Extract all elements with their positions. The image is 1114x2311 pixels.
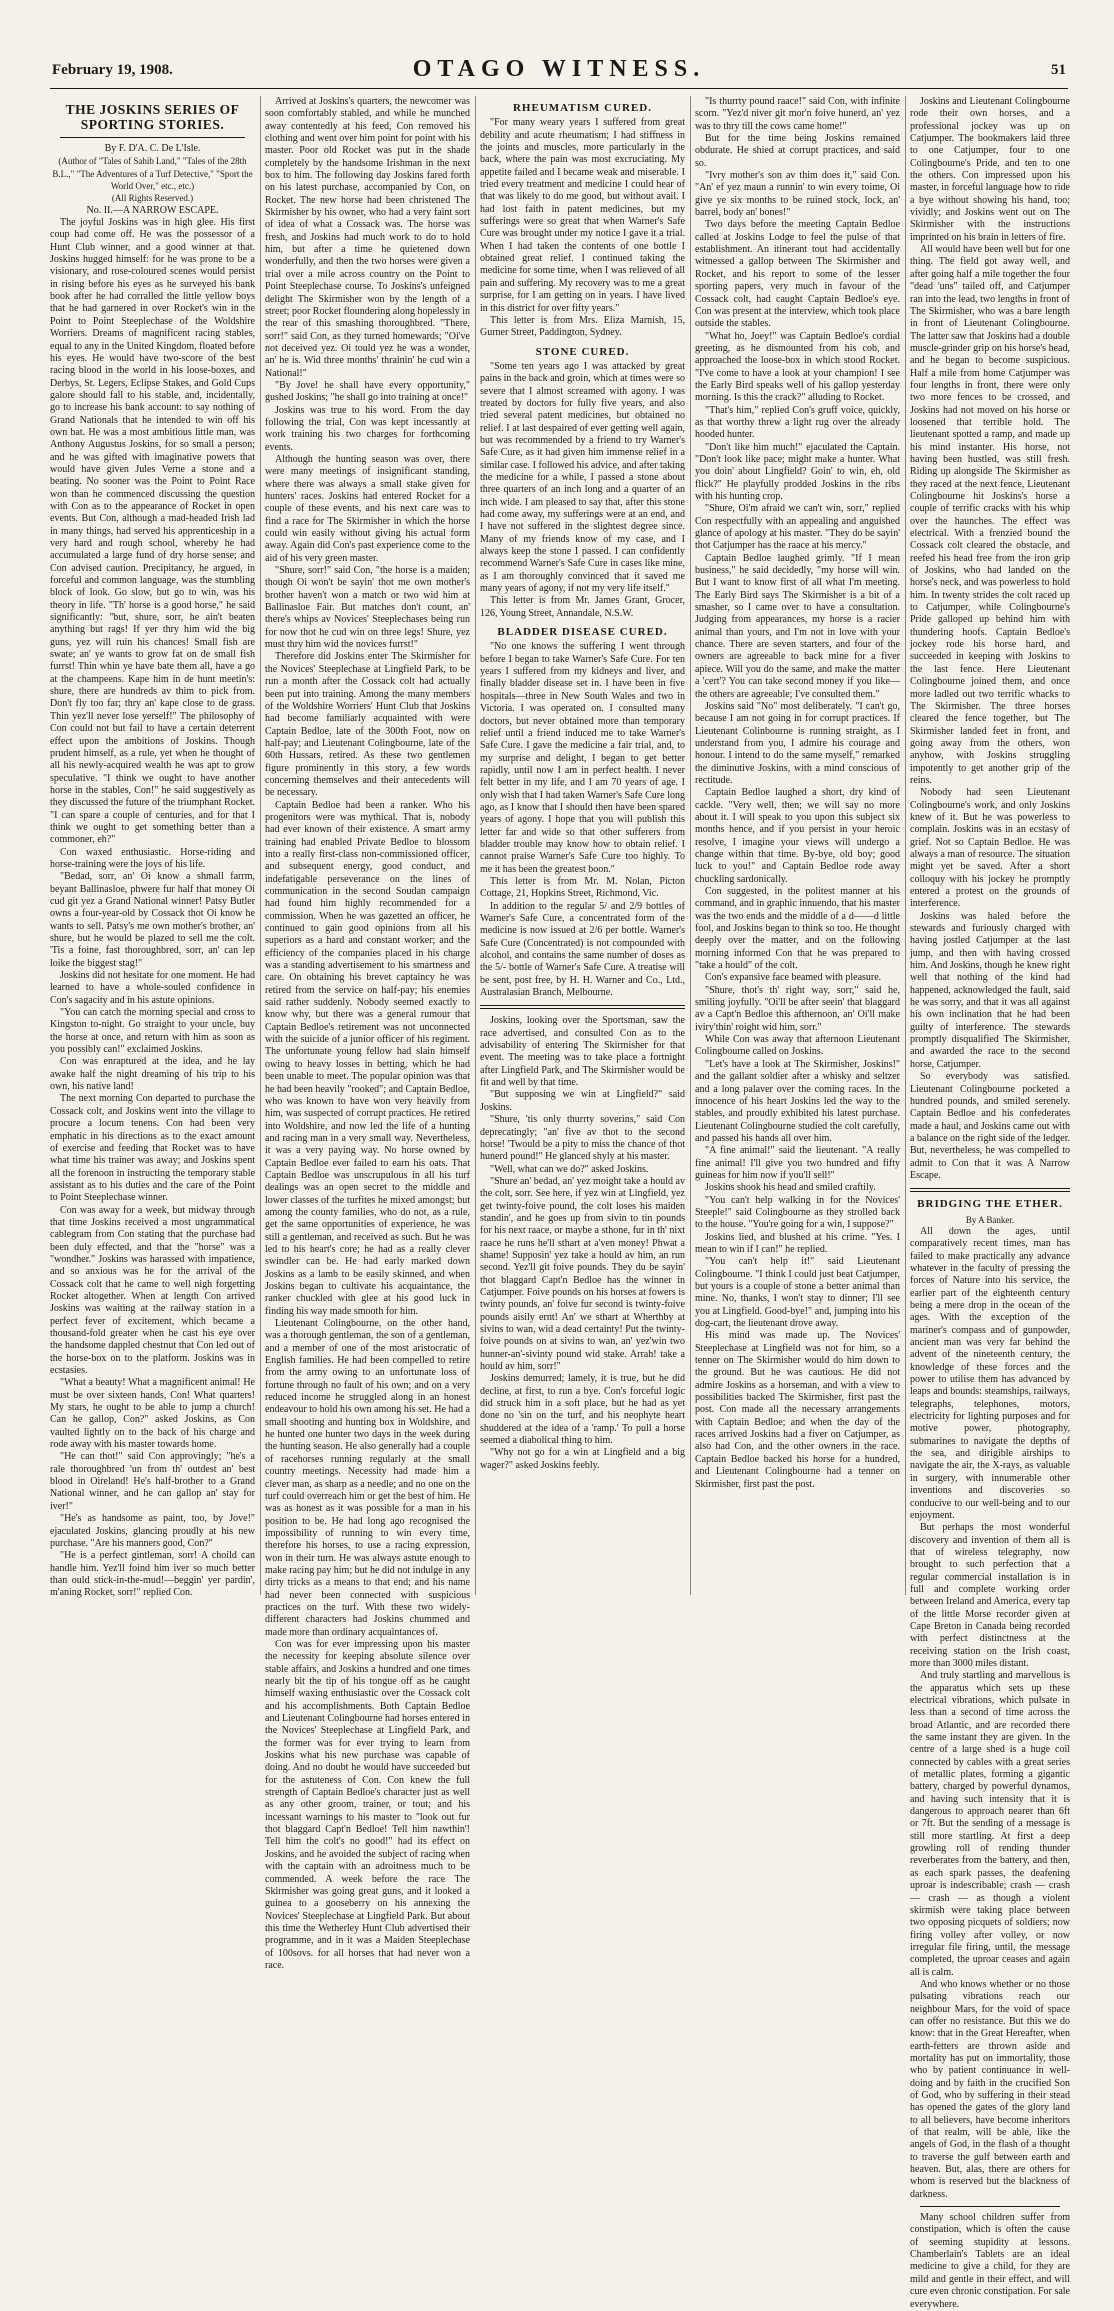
joskins-paragraph: "Ivry mother's son av thim does it," said Con. "An' ef yez maun a runnin' to win every toime, Oi give ye six months to be ruined stock, lock, an' barrel, body an' bones!" [695, 170, 900, 219]
ether-headline: BRIDGING THE ETHER. [917, 1198, 1063, 1211]
joskins-paragraph: Joskins was true to his word. From the day following the trial, Con was kept incessantly at work training his two charges for forthcoming events. [265, 404, 470, 453]
bladder-paragraph: "No one knows the suffering I went through before I began to take Warner's Safe Cure. For ten years I suffered from my kidneys and liver, and finally bladder disease set in. I have been in five hospitals—three in New South Wales and two in Victoria. I was operated on. I consulted many doctors, but never obtained more than temporary relief until a friend induced me to take Warner's Safe Cure. I gave the medicine a fair trial, and, to my surprise and delight, I began to get better rapidly, until now I am in perfect health. I never felt better in my life, and I am 70 years of age. I only wish that I had taken Warner's Safe Cure long ago, as I know that I should then have been spared years of agony. I hope that you will publish this letter far and wide so that other sufferers from bladder trouble may know how to obtain relief. I cannot praise Warner's Safe Cure too highly. To me it has been the greatest boon." [480, 641, 685, 875]
joskins-rights: (All Rights Reserved.) [111, 193, 194, 204]
ad-paragraph: Many school children suffer from constipation, which is often the cause of seeming stupidity at lessons. Chamberlain's Tablets are an ideal medicine to give a child, for they are mild and gentle in their effect, and will cure even chronic constipation. For sale everywhere. [910, 2212, 1070, 2310]
masthead-rule [50, 88, 1068, 89]
joskins-headline: THE JOSKINS SERIES OF SPORTING STORIES. [65, 102, 240, 132]
joskins-paragraph: "Well, what can we do?" asked Joskins. [490, 1163, 649, 1175]
joskins-paragraph: "Shure, thot's th' right way, sorr," said he, smiling joyfully. "Oi'll be after seein' that blaggard av a Capt'n Bedloe this afthernoon, an' Oi'll make iviry'thin' roight wid him, sorr." [695, 984, 900, 1033]
joskins-paragraph: Captain Bedloe had been a ranker. Who his progenitors were was mythical. That is, nobody had ever known of their existence. A smart army training had enabled Private Bedloe to blossom into a really first-class non-commissioned officer, and subsequent energy, good conduct, and indefatigable perseverance on the lines of communication in the second Soudan campaign had found him highly recommended for a commission. When he was gazetted an officer, he continued to gain good opinions from all his superiors as a hard and constant worker; and the efficiency of the companies placed in his charge was a standing advertisement to his smartness and care. On obtaining his brevet captaincy he was retired from the service on half-pay; his enemies said rather suddenly. Nobody seemed exactly to know why, but there was a general rumour that Captain Bedloe's retirement was not unconnected with the suicide of a junior officer of his regiment. The unfortunate young fellow had slain himself owing to heavy losses in betting, which he had been unable to meet. The popular opinion was that he had been heavily "rooked"; and Captain Bedloe, who was known to have won very heavily from him, was suspected of corrupt practices. He retired into Woldshire, and now led the life of a hunting and racing man in a very small way. Nevertheless, it was a very paying way. No horse owned by Captain Bedloe ever failed to earn his oats. That Captain Bedloe was unscrupulous in all his turf dealings was an open secret to the middle and lower classes of the turfites he mixed amongst; but among the county families, who do not, as a rule, get the same opportunities of experience, he was still a gentleman, and received as such. But he was led to his heart's core; he had as a really clever swindler can be. He had early marked down Joskins as a lamb to be easily skinned, and when Joskins began to cultivate his acquaintance, the ranker chuckled with glee at his good luck in finding his way made smooth for him. [265, 799, 470, 1317]
bladder-paragraph: In addition to the regular 5/ and 2/9 bottles of Warner's Safe Cure, a concentrated form of the medicine is now issued at 2/6 per bottle. Warner's Safe Cure (Concentrated) is not compounded with alcohol, and contains the same number of doses as the 5/- bottle of Warner's Safe Cure. A treatise will be sent, post free, by H. H. Warner and Co., Ltd., Australasian Branch, Melbourne. [480, 900, 685, 999]
joskins-paragraph: Joskins, looking over the Sportsman, saw the race advertised, and consulted Con as to the advisability of entering The Skirmisher for that event. The meeting was to take place a fortnight after Lingfield Park, and The Skirmisher would be fit and well by that time. [480, 1015, 685, 1089]
joskins-paragraph: "What ho, Joey!" was Captain Bedloe's cordial greeting, as he dismounted from his cob, and approached the loose-box in which stood Rocket. "I've come to have a look at your champion! I see the Early Bird speaks well of his gallop yesterday morning. Is this the crack?" alluding to Rocket. [695, 330, 900, 404]
joskins-paragraph: Con suggested, in the politest manner at his command, and in graphic innuendo, that his master was the two ends and the middle of a d——d little fool, and Joskins began to think so too. He thought deeply over the matter, and on the following morning informed Con that he was prepared to "take a hould" of the colt. [695, 886, 900, 972]
stone-headline: STONE CURED. [535, 345, 630, 358]
joskins-paragraph: All would have been well but for one thing. The field got away well, and after going half a mile together the four "dead 'uns" tailed off, and Catjumper ran into the lead, two lengths in front of The Skirmisher, who was a bare length in front of Lieutenant Colingbourne. The latter saw that Joskins had a double muscle-grinder grip on his horse's head, and he began to become suspicious. Half a mile from home Catjumper was four lengths in front, there were only two more fences to be crossed, and Joskins had not moved on his horse or loosened that terrible hold. The lieutenant spotted a ramp, and made up his mind instanter. His horse, not having been hustled, was still fresh. Riding up alongside The Skirmisher as they raced at the next fence, Lieutenant Colingbourne hit Joskins's horse a couple of terrific cracks with his whip over the haunches. The effect was electrical. With a frenzied bound the Cossack colt cleared the obstacle, and reefed his head free from the iron grip of Joskins, who had landed on the horse's neck, and was powerless to hold him. In twenty strides the colt raced up to Catjumper, while Colingbourne's Pride galloped up behind him with thundering hoofs. Captain Bedloe's jockey rode his horse hard, and succeeded in keeping with Joskins to the last fence. Here Lieutenant Colingbourne joined them, and once more ladled out two terrific whacks to The Skirmisher. The three horses cleared the fence together, but The Skirmisher landed feet in front, and going away from the others, won anyhow, with Joskins struggling impotently to get another grip of the reins. [910, 244, 1070, 786]
joskins-paragraph: Captain Bedloe laughed grimly. "If I mean business," he said decidedly, "my horse will win. But I want to know first of all what I'm meeting. The Early Bird says The Skirmisher is a bit of a smasher, so I came over to have a consultation. Judging from appearances, my horse is a racier animal than yours, and I'm not in love with your chance. There are seven starters, and four of the owners are agreeable to back mine for a fiver apiece. Will you do the same, and make the matter a 'cert'? You can take second money if you like—the others are agreeable; I've consulted them." [695, 552, 900, 700]
joskins-paragraph: "That's him," replied Con's gruff voice, quickly, as that worthy threw a light rug over the already hooded hunter. [695, 404, 900, 441]
joskins-paragraph: "You can catch the morning special and cross to Kingston to-night. Go straight to your uncle, buy the horse at once, and return with him as soon as you possibly can!" exclaimed Joskins. [50, 1007, 255, 1056]
joskins-paragraph: Joskins demurred; lamely, it is true, but he did decline, at first, to run a bye. Con's forceful logic did struck him in a soft place, but he had as yet done no 'sin on the turf, and his neophyte heart shuddered at the idea of a 'ramp.' To pull a horse seemed a diabolical thing to him. [480, 1373, 685, 1447]
newspaper-title: OTAGO WITNESS. [412, 56, 706, 82]
joskins-paragraph: Con was for ever impressing upon his master the necessity for keeping absolute silence over stable affairs, and Joskins a hundred and one times nearly bit the tip of his tongue off as he caught himself waxing enthusiastic over the Cossack colt and his accomplishments. Both Captain Bedloe and Lieutenant Colingbourne had horses entered in the Novices' Steeplechase at Lingfield Park, and the former was for ever trying to learn from Joskins what his new purchase was capable of doing. And no doubt he would have succeeded but for the astuteness of Con. Con knew the full strength of Captain Bedloe's character just as well as any other groom, trainer, or tout; and his incessant warnings to his master to "look out fur thot blaggard Capt'n Bedloe! Tell him nawthin'! Tell him the colt's no good!" had its effect on Joskins, and he avoided the subject of racing when with the captain with an adroitness much to be commended. A week before the race The Skirmisher was going great guns, and it looked a guinea to a gooseberry on his annexing the Novices' Steeplechase at Lingfield Park. But about this time the Wetherley Hunt Club advertised their programme, and in it was a Maiden Steeplechase of 100sovs. for all horses that had never won a race. [265, 1638, 470, 1971]
joskins-paragraph: Joskins and Lieutenant Colingbourne rode their own horses, and a professional jockey was up on Catjumper. The bookmakers laid three to one Catjumper, four to one Colingbourne's Pride, and ten to one the others. Con impressed upon his master, in forceful language how to ride a bye without showing his hand, too; vividly; and Joskins went out on The Skirmisher with the instructions imprinted on his brain in letters of fire. [910, 96, 1070, 243]
joskins-paragraph: "Shure an' bedad, an' yez moight take a hould av the colt, sorr. See here, if yez win at Lingfield, yez get twinty-foive pound, the colt loses his maiden standin', and he goes up from sivin to tin pounds for his next raace, or maybe a sthone, fur in th' nixt raace he runs he'll sthart at a'ven money! Phwat a shame! Supposin' yez take a hould av him, an run second. Yez'll git foive pounds. They du be sayin' thot blaggard Capt'n Bedloe has the winner in Catjumper. Foive pounds on his horses at fowers is twinty pounds, an' foive fur second is twinty-foive pounds aisily ernt! An' we sthart at Wherthby at sivins to wan, wid a dead certainty! Put the twinty-foive pounds on at sivins to wan, an' yez'win two hunner-an'-sivinty pound wid stake. Arrah! take a hould av him, sorr!" [480, 1175, 685, 1373]
joskins-paragraph: "Is thurrty pound raace!" said Con, with infinite scorn. "Yez'd niver git mor'n foive hunerd, an' yez was to thry till the cows came home!" [695, 96, 900, 132]
stone-paragraph: This letter is from Mr. James Grant, Grocer, 126, Young Street, Annandale, N.S.W. [480, 595, 685, 619]
column-divider [260, 96, 261, 1595]
joskins-paragraph: Captain Bedloe laughed a short, dry kind of cackle. "Very well, then; we will say no more about it. I will speak to you upon this subject six months hence, and if you persist in your heroic resolve, I imagine your views will undergo a change within that time. By-bye, old boy; good luck to you!" and Captain Bedloe rode away chuckling sardonically. [695, 787, 900, 885]
joskins-chapter: No. II.—A NARROW ESCAPE. [86, 204, 219, 216]
joskins-paragraph: Con was enraptured at the idea, and he lay awake half the night dreaming of his trip to his own, his native land! [50, 1056, 255, 1093]
joskins-paragraph: "Shure, 'tis only thurrty soverins," said Con deprecatingly; "an' five av thot to the second horse! 'Twould be a pity to miss the chance of thot hunerd pound!" He glanced shyly at his master. [480, 1114, 685, 1163]
joskins-paragraph: "A fine animal!" said the lieutenant. "A really fine animal! I'll give you two hundred and fifty guineas for him now if you'll sell!" [695, 1145, 900, 1181]
joskins-paragraph: Con's expansive face beamed with pleasure. [705, 972, 882, 984]
column-3 [480, 96, 685, 1601]
column-divider [475, 96, 476, 1595]
joskins-paragraph: "Shure, sorr!" said Con, "the horse is a maiden; though Oi won't be sayin' thot me own mother's brother haven't won a match or two wid him at Ballinasloe Fair. But matches don't count, an' there's whips av Novices' Steeplechases being run for now thot he cud win on three legs! Shure, yez must thry him wid the novices furrst!" [265, 565, 470, 651]
joskins-author-note: (Author of "Tales of Sahib Land," "Tales of the 28th B.L.," "The Adventures of a Turf Detective," "Sport the World Over," etc., etc.) [52, 156, 253, 192]
joskins-paragraph: "He is a perfect gintleman, sorr! A choild can handle him. Yez'll foind him iver so much better than ould stick-in-the-mud!—beggin' yer pardin', m'aning Rocket, sorr!" replied Con. [50, 1550, 255, 1599]
joskins-paragraph: "What a beauty! What a magnificent animal! He must be over sixteen hands, Con! What quarters! My stars, he ought to be able to jump a church! Can he gallop, Con?" asked Joskins, as Con vaulted lightly on to the back of his charge and rode away with his master towards home. [50, 1377, 255, 1451]
joskins-paragraph: Joskins said "No" most deliberately. "I can't go, because I am not going in for corrupt practices. If Lieutenant Colinbourne is running straight, as I understand from you, I admire his courage and honour. I intend to do the same myself," remarked the diminutive Joskins, with a mind conscious of rectitude. [695, 700, 900, 786]
section-rule [480, 1005, 685, 1009]
ether-paragraph: And truly startling and marvellous is the apparatus which sets up these electrical vibrations, which pulsate in less than a second of time across the broad Atlantic, and are recorded there the same instant they are given. In the centre of a large shed is a huge coil connected by cables with a great series of metallic plates, forming a gigantic battery, charged by powerful dynamos, and having such intensity that it is dangerous to approach nearer than 6ft or 7ft. But the sending of a message is still more startling. At first a deep growling roll of rending thunder reverberates from the battery, and then, as each spark passes, the deafening uproar is indescribable; crash — crash — crash — as though a violent skirmish were taking place between two opposing picquets of soldiers; now firing volley after volley, or now irregular file firing, until, the message completed, the uproar ceases and again all is calm. [910, 1670, 1070, 1978]
joskins-paragraph: So everybody was satisfied. Lieutenant Colingbourne pocketed a hundred pounds, and smiled serenely. Captain Bedloe and his confederates made a haul, and Joskins came out with a balance on the right side of the ledger. But, nevertheless, he was compelled to admit to Con that it was A Narrow Escape. [910, 1071, 1070, 1181]
joskins-paragraph: "Let's have a look at The Skirmisher, Joskins!" and the gallant soldier after a whisky and seltzer and a long palaver over the coming races. In the innocence of his heart Joskins led the way to the stables, and proudly exhibited his latest purchase. Lieutenant Colingbourne studied the colt carefully, and passed his hands all over him. [695, 1058, 900, 1144]
joskins-paragraph: Con waxed enthusiastic. Horse-riding and horse-training were the joys of his life. [50, 846, 255, 870]
joskins-paragraph: Although the hunting season was over, there were many meetings of insignificant standing, where there was always a small stake given for hunters' races. Joskins had entered Rocket for a couple of these events, and his next care was to find a race for The Skirmisher in which the horse could win easily without giving his actual form away. Again did Con's past experience come to the aid of his very green master. [265, 453, 470, 564]
joskins-paragraph: Joskins was haled before the stewards and furiously charged with having jostled Catjumper at the last jump, and then with having crossed him. And Joskins, though he knew right well that nothing of the kind had happened, acknowledged the fault, said he was sorry, and that it was all against his own inclination that he had been guilty of interference. The stewards promptly disqualified The Skirmisher, and awarded the race to the second horse, Catjumper. [910, 910, 1070, 1070]
joskins-paragraph: Arrived at Joskins's quarters, the newcomer was soon comfortably stabled, and while he munched away contentedly at his feed, Con removed his clothing and went over him point for point with his master. Poor old Rocket was put in the shade completely by the handsome Irishman in the next box to him. The following day Joskins fared forth on his latest purchase, accompanied by Con, on Rocket. The new horse had been christened The Skirmisher by his owner, who had a very faint sort of idea of what a Cossack was. The horse was fresh, and Joskins had much work to do to hold him, but after a time he quietened down wonderfully, and then the two horses were given a trial over a mile across country on the Point to Point Steeplechase course. To Joskins's unfeigned delight The Skirmisher won by the length of a street; poor Rocket floundering along hopelessly in the rear of this smashing thoroughbred. "There, sorr!" said Con, as they turned homewards; "Oi've not deceived yez. Oi tould yez he was a wonder, an' he is. Wid three months' thrainin' he cud win a National!" [265, 96, 470, 379]
masthead [52, 50, 1066, 90]
joskins-paragraph: The joyful Joskins was in high glee. His first coup had come off. He was the possessor of a Hunt Club winner, and a good winner at that. Joskins hugged himself: for he was prone to be a visionary, and rose-coloured scenes would persist in rising before his eyes as he surveyed his bank book after he had corralled the little yellow boys that he had garnered in over Rocket's win in the Point to Point Steeplechase of the Woldshire Worriers. Dreams of magnificent racing stables, equal to any in the United Kingdom, floated before his eyes. He would have two-score of the best racing blood in the world in his loose-boxes, and Derbys, St. Legers, Eclipse Stakes, and Gold Cups galore should fall to his stable, and, incidentally, go to increase his bank account: to say nothing of Grand Nationals that he intended to win off his own bat. He was a most ambitious little man, was Anthony Augustus Joskins, for so small a person; and he was gifted with imaginative powers that would have given Jules Verne a stone and a beating. No sooner was the Point to Point Race won than he commenced discussing the question with Con as to the appearance of Rocket in open events. But Con, although a mad-headed Irish lad in many things, had served his apprenticeship in a very hard and rough school, whereby he had accumulated a large fund of dry horse sense; and Con advised caution. Precipitancy, he argued, in forceful and common language, was the stumbling block of look. Go slow, but go to win, was his theory in life. "Th' horse is a good horse," he said significantly: "but, shure, sorr, he ain't beaten anything but rags! If yer thry him wid the big guns, yez will ruin his chances! Small fish are swate; an' ye wants to grow fat on de small fish furrst! Thin whin ye have bate them all, have a go at the champeens. Kape him in de hunt meetin's: shure, there are hundreds av thim to pick from. Don't fly too far; thry an' kape close to de grass. Thin yez'll never lose yerself!" The philosophy of Con could not but fail to have a certain deterrent effect upon the ambitions of Joskins. Though prudent himself, as a rule, yet when he thought of all his newly-acquired wealth he was apt to grow speculative. "I think we ought to have another horse in the stables, Con!" he said suggestively as they discussed the future of the triumphant Rocket. "I can spare a couple of centuries, and for that I think we ought to get something better than a commoner, eh?" [50, 217, 255, 846]
joskins-paragraph: "Bedad, sorr, an' Oi know a shmall farrm, beyant Ballinasloe, phwere fur half that money Oi cud git yez a Grand National winner! Patsy Butler owns a four-year-old by Cossack thot Oi know he wants to sell. Patsy's me own mother's brother, an' shure, but he would be plazed to sell me the colt. 'Tis a foine, fast thoroughbred, sorr, an' can lep loike the biggest stag!" [50, 871, 255, 969]
joskins-byline: By F. D'A. C. De L'Isle. [104, 143, 201, 154]
page-number: 51 [1051, 62, 1066, 78]
joskins-paragraph: Joskins did not hesitate for one moment. He had learned to have a whole-souled confidence in Con's sagacity and in his astute opinions. [50, 970, 255, 1006]
issue-date: February 19, 1908. [52, 62, 173, 78]
column-5 [910, 96, 1070, 2310]
joskins-paragraph: His mind was made up. The Novices' Steeplechase at Lingfield was not for him, so a tenner on The Skirmisher would do him down to the ground. But he was cautious. He did not admire Joskins as a horseman, and with a view to possibilities backed The Skirmisher, first past the post. Con made all the necessary arrangements with Captain Bedloe; and when the day of the races arrived Joskins had a fiver on Catjumper, as also had Con, and the other owners in the race. Captain Bedloe backed his horse for a hundred, and Lieutenant Colingbourne had a tenner on Skirmisher, first past the post. [695, 1330, 900, 1490]
ether-paragraph: And who knows whether or no those pulsating vibrations reach our neighbour Mars, for the void of space can offer no resistance. But this we do know: that in the Great Hereafter, when earth-fetters are thrown aside and mortality has put on immortality, those who by patient continuance in well-doing and by faith in the crucified Son of God, who by suffering in their stead has opened the gates of the glory land to all believers, have become inheritors of that realm, will be able, like the angels of God, in the flash of a thought to traverse the gulf between earth and heaven. But, alas, there are others for whom is reserved but the blackness of darkness. [910, 1978, 1070, 2200]
joskins-paragraph: "Why not go for a win at Lingfield and a big wager?" asked Joskins feebly. [480, 1447, 685, 1471]
section-rule [910, 1188, 1070, 1192]
joskins-paragraph: "By Jove! he shall have every opportunity," gushed Joskins; "he shall go into training at once!" [265, 379, 470, 404]
joskins-paragraph: "He's as handsome as paint, too, by Jove!" ejaculated Joskins, glancing proudly at his new purchase. "Are his manners good, Con?" [50, 1513, 255, 1549]
joskins-paragraph: Two days before the meeting Captain Bedloe called at Joskins Lodge to feel the pulse of that establishment. An itinerant tout had accidentally witnessed a gallop between The Skirmisher and Rocket, and his report to some of the lesser sporting papers, very much in favour of the Cossack colt, had caught Captain Bedloe's eye. Con was present at the interview, which took place outside the stables. [695, 219, 900, 330]
column-divider [905, 96, 906, 1595]
joskins-paragraph: "Shure, Oi'm afraid we can't win, sorr," replied Con respectfully with an appealing and anguished glance of apology at his master. "They do be sayin' thot Catjumper has the raace at his mercy." [695, 503, 900, 552]
column-divider [690, 96, 691, 1595]
joskins-paragraph: Lieutenant Colingbourne, on the other hand, was a thorough gentleman, the son of a gentleman, and a member of one of the most aristocratic of English families. He had been compelled to retire from the army owing to an unfortunate loss of fortune through no fault of his own; and on a very reduced income he struggled along in an honest endeavour to hold his own among his set. He had a small shooting and hunting box in Woldshire, and he hunted one hunter two days in the week during the hunting season. He also generally had a couple of racehorses running regularly at the small country meetings. Necessity had made him a clever man, as sharp as a needle; and no one on the turf could overreach him or get the best of him. He was as honest as it was possible for a man in his position to be. He had long ago recognised the impossibility of running to win every time, therefore his horses, to use a racing expression, won in their turn. He was always astute enough to make racing pay him; but he did not indulge in any dirty tricks as a means to that end; and his name had never been connected with suspicious practices on the turf. With these two widely-different characters had Joskins chummed and made more than ordinary acquaintances of. [265, 1318, 470, 1638]
joskins-paragraph: "You can't help it!" said Lieutenant Colingbourne. "I think I could just beat Catjumper, but yours is a couple of stone a better animal than mine. No, thanks, I won't stay to dinner; I'll see you at Lingfield. Good-bye!" and, jumping into his dog-cart, the lieutenant drove away. [695, 1256, 900, 1330]
ether-paragraph: But perhaps the most wonderful discovery and invention of them all is that of wireless telegraphy, now brought to such perfection that a regular commercial installation is in full and complete working order between Ireland and America, every tap of the little Morse recorder given at Cape Breton in Canada being recorded with perfect distinctness at the receiving station on the Irish coast, more than 3000 miles distant. [910, 1522, 1070, 1669]
joskins-paragraph: "But supposing we win at Lingfield?" said Joskins. [480, 1089, 685, 1113]
joskins-paragraph: "Don't like him much!" ejaculated the Captain. "Don't look like pace; might make a hunter. What you doin' about Lingfield? Goin' to win, eh, old flick?" He playfully prodded Joskins in the ribs with his hunting crop. [695, 441, 900, 502]
rheumatism-paragraph: This letter is from Mrs. Eliza Marnish, 15, Gurner Street, Paddington, Sydney. [480, 314, 685, 339]
ether-paragraph: All down the ages, until comparatively recent times, man has failed to make practically any advance whatever in the faculty of pressing the forces of Nature into his service, the earlier part of the eighteenth century being a mere drop in the ocean of the ages. With the exception of the mariner's compass and of gunpowder, ancient man was very far behind the advent of the nineteenth century, the knowledge of these forces and the power to utilise them has advanced by leaps and bounds: steamships, railways, telegraphs, telephones, motors, electricity for lighting purposes and for motive power, photography, submarines to navigate the depths of the sea, and dirigible airships to navigate the air, the X-rays, as valuable in surgery, with innumerable other inventions and discoveries so conducive to our well-being and to our enjoyment. [910, 1225, 1070, 1521]
joskins-paragraph: Nobody had seen Lieutenant Colingbourne's work, and only Joskins knew of it. But he was powerless to complain. Joskins was in an ecstasy of grief. Not so Captain Bedloe. He was always a man of resource. The situation might yet be saved. After a short colloquy with his jockey he promptly entered a protest on the grounds of interference. [910, 787, 1070, 910]
joskins-paragraph: Con was away for a week, but midway through that time Joskins received a most ungrammatical cablegram from Con stating that the purchase had been duly effected, and that the "horse" was a "wondher." Joskins was harassed with impatience, and so anxious was he for the arrival of the Cossack colt that he came to well nigh forgetting Rocket altogether. When at length Con arrived Joskins was waiting at the railway station in a perfect fever of excitement, which became a thousand-fold greater when he cast his eye over the handsome dappled chestnut that Con led out of the horse-box on to the platform. Joskins was in ecstasies. [50, 1204, 255, 1377]
column-1 [50, 96, 255, 1601]
section-rule [920, 2206, 1060, 2207]
joskins-paragraph: "He can thot!" said Con approvingly; "he's a rale thoroughbred 'un from th' outdest an' best blood in Oireland! He's half-brother to a Grand National winner, and he can gallop an' stay for iver!" [50, 1451, 255, 1512]
joskins-paragraph: The next morning Con departed to purchase the Cossack colt, and Joskins went into the village to procure a locum tenens. Con had been very emphatic in his directions as to the exact amount of exercise and feeding that Rocket was to have what time his trainer was away; and Joskins spent all the forenoon in instructing the temporary stable assistant as to his duties and the care of the Point to Point Steeplechase winner. [50, 1093, 255, 1204]
stone-paragraph: "Some ten years ago I was attacked by great pains in the back and groin, which at times were so severe that I almost screamed with agony. I was treated by doctors for fully five years, and also tried several patent medicines, but obtained no relief. I at last despaired of ever getting well again, but was recommended by a friend to try Warner's Safe Cure, as it had given him immense relief in a similar case. I followed his advice, and after taking the medicine for a while, I passed a stone about three quarters of an inch long and a quarter of an inch wide. I am pleased to say that, after this stone had come away, my sufferings were at an end, and I have not suffered in the slightest degree since. Many of my friends know of my case, and I always keep the stone I passed. I can confidently recommend Warner's Safe Cure in cases like mine, as I am thoroughly convinced that it saved me many years of agony, if not my very life itself." [480, 360, 685, 595]
ether-byline: By A Banker. [965, 1214, 1015, 1225]
joskins-paragraph: "You can't help walking in for the Novices' Steeple!" said Colingbourne as they strolled back to the house. "You're going for a win, I suppose?" [695, 1194, 900, 1231]
rheumatism-paragraph: "For many weary years I suffered from great debility and acute rheumatism; I had stiffness in the joints and muscles, more particularly in the back, where the pain was most excruciating. My appetite failed and I became weak and miserable. I tried every treatment and medicine I could hear of that was likely to do me good, but without avail. I had lost faith in patent medicines, but my sufferings were so great that when Warner's Safe Cure was brought under my notice I gave it a trial. When I had taken the contents of one bottle I obtained great relief. I continued taking the medicine for some time, when I was relieved of all pain and suffering. My recovery was to me a great surprise, for I am getting on in years. I have lived in this district for over fifty years." [480, 117, 685, 314]
joskins-paragraph: But for the time being Joskins remained obdurate. He shied at corrupt practices, and said so. [695, 133, 900, 169]
joskins-paragraph: While Con was away that afternoon Lieutenant Colingbourne called on Joskins. [695, 1034, 900, 1058]
joskins-paragraph: Therefore did Joskins enter The Skirmisher for the Novices' Steeplechase at Lingfield Park, to be run a month after the Cossack colt had actually been put into training. Among the many members of the Woldshire Worriers' Hunt Club that Joskins had become familiarly acquainted with were Captain Bedloe, late of the 300th Foot, now on half-pay; and Lieutenant Colingbourne, late of the 60th Hussars, retired. As these two gentlemen figure prominently in this story, a few words concerning themselves and their antecedents will be necessary. [265, 651, 470, 799]
column-2 [265, 96, 470, 1971]
rheumatism-headline: RHEUMATISM CURED. [512, 102, 653, 114]
headline-rule [60, 137, 245, 138]
joskins-paragraph: Joskins lied, and blushed at his crime. "Yes. I mean to win if I can!" he replied. [695, 1231, 900, 1255]
joskins-paragraph: Joskins shook his head and smiled craftily. [705, 1182, 876, 1194]
bladder-headline: BLADDER DISEASE CURED. [497, 626, 668, 639]
column-4 [695, 96, 900, 1601]
bladder-paragraph: This letter is from Mr. M. Nolan, Picton Cottage, 21, Hopkins Street, Richmond, Vic. [480, 875, 685, 900]
